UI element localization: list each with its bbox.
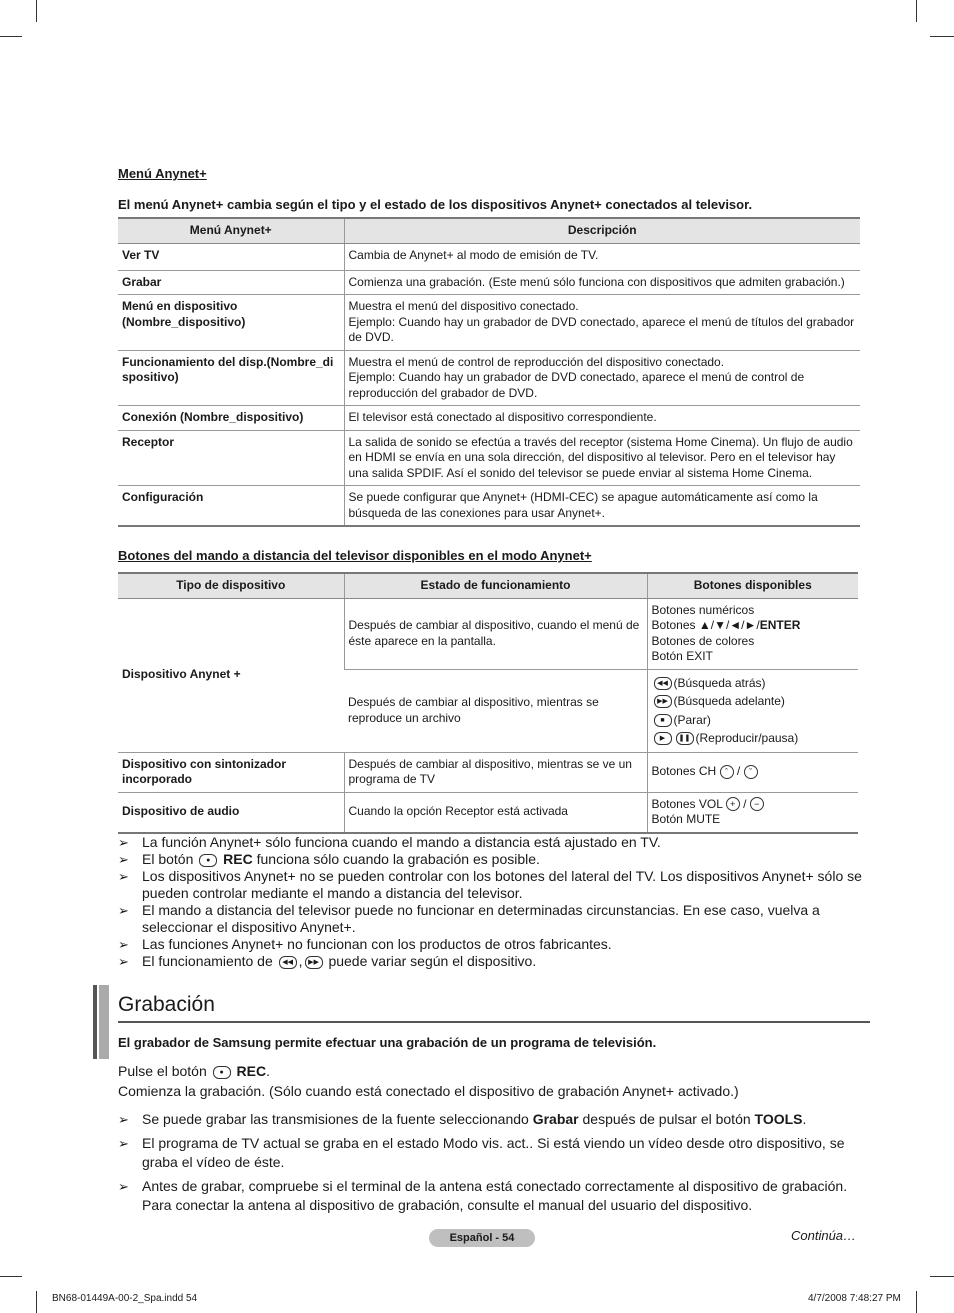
crop-mark xyxy=(930,1276,954,1277)
table-header: Estado de funcionamiento xyxy=(344,573,647,598)
continua-text: Continúa… xyxy=(791,1228,857,1243)
title-rule xyxy=(118,1021,870,1023)
table-row xyxy=(118,243,860,270)
crop-mark xyxy=(36,1291,37,1313)
crop-mark xyxy=(0,1276,22,1277)
menu-item-desc: Comienza una grabación. (Este menú sólo funciona con dispositivos que admiten grabación.) xyxy=(344,270,860,295)
table-row xyxy=(118,406,860,431)
arrow-icon: ➢ xyxy=(118,954,129,969)
table-row xyxy=(118,350,860,406)
fast-forward-icon: ▶▶ xyxy=(305,956,323,969)
section-title: Menú Anynet+ xyxy=(118,166,207,181)
rec-icon: ● xyxy=(213,1066,231,1079)
menu-item-desc: Se puede configurar que Anynet+ (HDMI-CEC) se apague automáticamente así como la búsqueda de las conexiones para usar Anynet+. xyxy=(344,486,860,527)
note-item: ➢ Antes de grabar, compruebe si el terminal de la antena está conectado correctamente al dispositivo de grabación. Para conectar la antena al dispositivo de grabación, consulte el manual del usuario del dispositivo. xyxy=(118,1177,863,1216)
button-line: ▶ ❚❚ (Reproducir/pausa) xyxy=(652,729,855,748)
device-state: Después de cambiar al dispositivo, mientras se reproduce un archivo xyxy=(344,669,647,752)
vol-up-icon: + xyxy=(726,797,740,811)
note-item: ➢ Los dispositivos Anynet+ no se pueden controlar con los botones del lateral del TV. Los dispositivos Anynet+ sólo se pueden controlar mediante el mando a distancia del televisor. xyxy=(118,868,862,901)
table-header: Menú Anynet+ xyxy=(118,218,344,243)
note-item: ➢ Las funciones Anynet+ no funcionan con los productos de otros fabricantes. xyxy=(118,936,612,952)
section-bar xyxy=(99,985,109,1059)
arrow-icon: ➢ xyxy=(118,1135,129,1151)
fast-forward-icon: ▶▶ xyxy=(654,695,672,708)
remote-buttons-table xyxy=(118,572,858,834)
arrow-icon: ➢ xyxy=(118,1178,129,1194)
table-row xyxy=(118,430,860,486)
button-line: Botones de colores xyxy=(651,633,755,648)
crop-mark xyxy=(0,36,22,37)
menu-item-name: Conexión (Nombre_dispositivo) xyxy=(118,406,344,431)
available-buttons: Botones CH ˆ / ˇ xyxy=(647,752,858,792)
arrow-icon: ➢ xyxy=(118,869,129,884)
button-line: Botones VOL + / − xyxy=(652,797,855,813)
table-row xyxy=(118,598,858,669)
crop-mark xyxy=(916,1291,917,1313)
vol-down-icon: − xyxy=(750,797,764,811)
footer-file: BN68-01449A-00-2_Spa.indd 54 xyxy=(52,1293,198,1304)
section-bar xyxy=(93,985,97,1059)
arrow-icon: ➢ xyxy=(118,937,129,952)
button-line: ◀◀ (Búsqueda atrás) xyxy=(652,674,855,693)
arrows-text: Botones ▲/▼/◄/►/ xyxy=(651,618,760,632)
rewind-icon: ◀◀ xyxy=(654,677,672,690)
note-item: ➢ Se puede grabar las transmisiones de la fuente seleccionando Grabar después de pulsar el botón TOOLS. xyxy=(118,1110,863,1130)
device-type: Dispositivo de audio xyxy=(118,792,344,833)
footer-date: 4/7/2008 7:48:27 PM xyxy=(808,1293,901,1304)
ch-down-icon: ˇ xyxy=(744,765,758,779)
table-header: Botones disponibles xyxy=(647,573,858,598)
arrow-icon: ➢ xyxy=(118,852,129,867)
note-item: ➢ El funcionamiento de ◀◀ , ▶▶ puede variar según el dispositivo. xyxy=(118,953,537,969)
device-type: Dispositivo con sintonizador incorporado xyxy=(118,752,344,792)
crop-mark xyxy=(36,0,37,22)
button-line: ▶▶ (Búsqueda adelante) xyxy=(652,692,855,711)
button-line: Botón EXIT xyxy=(651,649,713,663)
menu-item-name: Ver TV xyxy=(118,243,344,270)
menu-item-desc: Muestra el menú del dispositivo conectado. Ejemplo: Cuando hay un grabador de DVD conectado, aparece el menú de títulos del grabador de DVD. xyxy=(344,295,860,351)
available-buttons xyxy=(647,598,858,669)
page-number-badge: Español - 54 xyxy=(429,1229,535,1247)
starts-text: Comienza la grabación. (Sólo cuando está conectado el dispositivo de grabación Anynet+ activado.) xyxy=(118,1083,739,1099)
device-type: Dispositivo Anynet + xyxy=(118,598,344,752)
note-item: ➢ El botón ● REC funciona sólo cuando la grabación es posible. xyxy=(118,851,540,867)
arrow-icon: ➢ xyxy=(118,835,129,850)
device-state: Después de cambiar al dispositivo, mientras se ve un programa de TV xyxy=(344,752,647,792)
buttons-title: Botones del mando a distancia del televisor disponibles en el modo Anynet+ xyxy=(118,548,592,563)
anynet-menu-table xyxy=(118,217,860,527)
table-row xyxy=(118,270,860,295)
notes-list xyxy=(118,834,863,970)
note-item: ➢ El programa de TV actual se graba en el estado Modo vis. act.. Si está viendo un vídeo desde otro dispositivo, se graba el vídeo de éste. xyxy=(118,1134,863,1173)
table-row xyxy=(118,295,860,351)
pause-icon: ❚❚ xyxy=(676,732,694,745)
rewind-icon: ◀◀ xyxy=(279,956,297,969)
intro-text: El menú Anynet+ cambia según el tipo y el estado de los dispositivos Anynet+ conectados al televisor. xyxy=(118,197,753,212)
play-icon: ▶ xyxy=(654,732,672,745)
menu-item-desc: El televisor está conectado al dispositivo correspondiente. xyxy=(344,406,860,431)
stop-icon: ■ xyxy=(654,714,672,727)
table-header: Descripción xyxy=(344,218,860,243)
device-state: Cuando la opción Receptor está activada xyxy=(344,792,647,833)
menu-item-desc: Muestra el menú de control de reproducción del dispositivo conectado. Ejemplo: Cuando hay un grabador de DVD conectado, aparece el menú de control de reproducción del grabador de DVD. xyxy=(344,350,860,406)
crop-mark xyxy=(916,0,917,22)
button-line: Botones numéricos xyxy=(651,602,755,617)
available-buttons xyxy=(647,669,858,752)
grab-notes xyxy=(118,1110,863,1216)
arrow-icon: ➢ xyxy=(118,903,129,918)
available-buttons xyxy=(647,792,858,833)
crop-mark xyxy=(930,36,954,37)
ch-up-icon: ˆ xyxy=(720,765,734,779)
menu-item-name: Menú en dispositivo (Nombre_dispositivo) xyxy=(118,295,344,351)
menu-item-name: Grabar xyxy=(118,270,344,295)
menu-item-desc: Cambia de Anynet+ al modo de emisión de TV. xyxy=(344,243,860,270)
menu-item-name: Funcionamiento del disp.(Nombre_dispositivo) xyxy=(118,350,344,406)
button-line xyxy=(652,618,855,634)
table-header: Tipo de dispositivo xyxy=(118,573,344,598)
button-line: ■ (Parar) xyxy=(652,711,855,730)
enter-text: ENTER xyxy=(759,618,801,632)
menu-item-desc: La salida de sonido se efectúa a través del receptor (sistema Home Cinema). Un flujo de audio en HDMI se envía en una sola dirección, del dispositivo al televisor. Pero en el televisor hay una salida SPDIF. Así el sonido del televisor se puede enviar al sistema Home Cinema. xyxy=(344,430,860,486)
note-item: ➢ El mando a distancia del televisor puede no funcionar en determinadas circunstancias. En ese caso, vuelva a seleccionar el dispositivo Anynet+. xyxy=(118,902,820,935)
rec-icon: ● xyxy=(199,854,217,867)
button-line: Botón MUTE xyxy=(651,812,721,826)
device-state: Después de cambiar al dispositivo, cuando el menú de éste aparece en la pantalla. xyxy=(344,598,647,669)
menu-item-name: Configuración xyxy=(118,486,344,527)
table-row xyxy=(118,486,860,527)
grabacion-title: Grabación xyxy=(118,993,215,1016)
press-rec-line: Pulse el botón ● REC. xyxy=(118,1063,270,1079)
arrow-icon: ➢ xyxy=(118,1112,129,1127)
table-row xyxy=(118,752,858,792)
note-item: ➢ La función Anynet+ sólo funciona cuando el mando a distancia está ajustado en TV. xyxy=(118,834,661,850)
grabacion-intro: El grabador de Samsung permite efectuar una grabación de un programa de televisión. xyxy=(118,1035,657,1050)
table-row xyxy=(118,792,858,833)
menu-item-name: Receptor xyxy=(118,430,344,486)
